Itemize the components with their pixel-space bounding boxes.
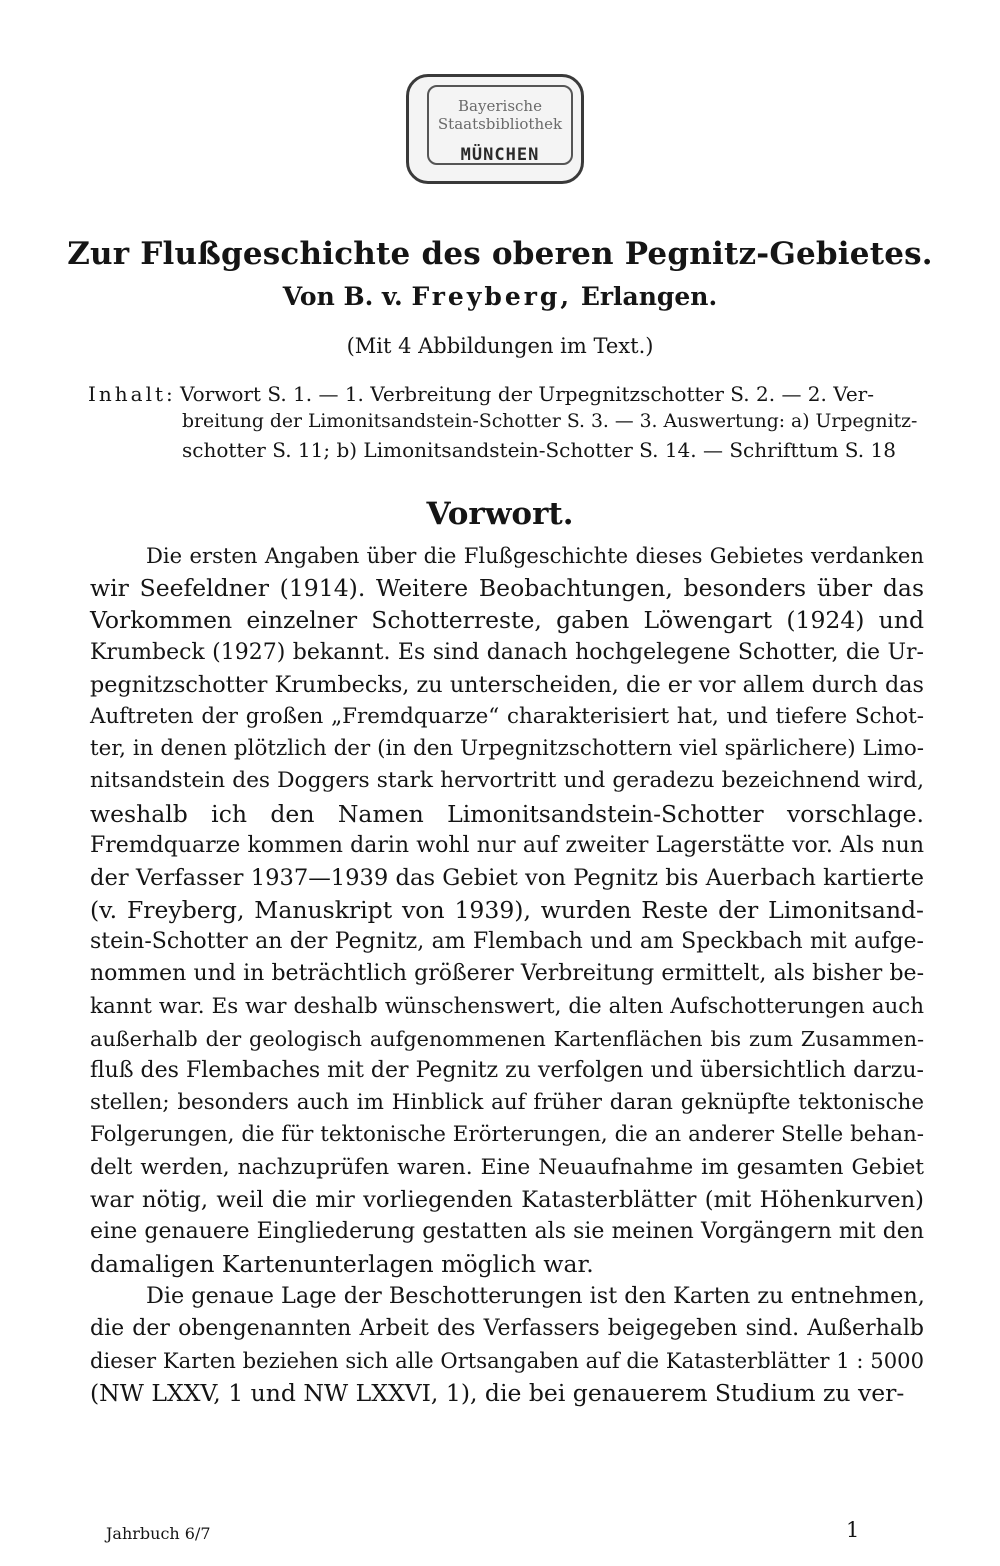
figure-note: (Mit 4 Abbildungen im Text.) <box>346 334 654 358</box>
text-line: fluß des Flembaches mit der Pegnitz zu verfolgen und übersichtlich darzu- <box>90 1058 924 1083</box>
text-line: dieser Karten beziehen sich alle Ortsangaben auf die Katasterblätter 1 : 5000 <box>90 1347 924 1373</box>
text-line: der Verfasser 1937—1939 das Gebiet von Pegnitz bis Auerbach kartierte <box>90 864 924 891</box>
text-line: Auftreten der großen „Fremdquarze“ charakterisiert hat, und tiefere Schot- <box>90 703 924 729</box>
author-place: Erlangen. <box>580 282 718 311</box>
text-line: Vorkommen einzelner Schotterreste, gaben Löwengart (1924) und <box>90 606 924 635</box>
library-stamp-inner <box>427 85 573 165</box>
text-line: weshalb ich den Namen Limonitsandstein-Schotter vorschlage. <box>90 799 924 828</box>
text-line: (v. Freyberg, Manuskript von 1939), wurden Reste der Limonitsand- <box>90 896 924 925</box>
stamp-line-2: Staatsbibliothek <box>437 115 563 133</box>
toc-label: Inhalt: <box>88 382 176 406</box>
author-name: Freyberg, <box>411 282 573 311</box>
text-line: nommen und in beträchtlich größerer Verbreitung ermittelt, als bisher be- <box>90 961 924 987</box>
text-line: (NW LXXV, 1 und NW LXXVI, 1), die bei genauerem Studium zu ver- <box>90 1378 905 1407</box>
toc-row-1 <box>88 380 920 408</box>
text-line: die der obengenannten Arbeit des Verfassers beigegeben sind. Außerhalb <box>90 1315 924 1341</box>
text-line: delt werden, nachzuprüfen waren. Eine Neuaufnahme im gesamten Gebiet <box>90 1154 924 1180</box>
text-line: Fremdquarze kommen darin wohl nur auf zweiter Lagerstätte vor. Als nun <box>90 832 924 858</box>
text-line: stein-Schotter an der Pegnitz, am Flembach und am Speckbach mit aufge- <box>90 929 924 955</box>
text-line: wir Seefeldner (1914). Weitere Beobachtungen, besonders über das <box>90 574 924 603</box>
text-line: damaligen Kartenunterlagen möglich war. <box>90 1250 594 1279</box>
text-line: Die ersten Angaben über die Flußgeschichte dieses Gebietes verdanken <box>146 543 924 568</box>
section-heading: Vorwort. <box>426 496 574 532</box>
text-line: nitsandstein des Doggers stark hervortritt und geradezu bezeichnend wird, <box>90 768 924 794</box>
text-line: kannt war. Es war deshalb wünschenswert, die alten Aufschotterungen auch <box>90 993 924 1019</box>
article-title: Zur Flußgeschichte des oberen Pegnitz-Gebietes. <box>67 236 933 272</box>
stamp-line-3: MÜNCHEN <box>460 145 540 165</box>
library-stamp <box>406 74 584 184</box>
paragraph-2 <box>90 1280 924 1409</box>
stamp-line-1: Bayerische <box>458 97 542 115</box>
text-line: außerhalb der geologisch aufgenommenen Kartenflächen bis zum Zusammen- <box>90 1026 924 1051</box>
toc-line: breitung der Limonitsandstein-Schotter S. 3. — 3. Auswertung: a) Urpegnitz- <box>182 411 918 432</box>
byline-prefix: Von B. v. <box>282 282 403 311</box>
paragraph-1 <box>90 540 924 1280</box>
journal-signature: Jahrbuch 6/7 <box>106 1524 211 1543</box>
text-line: eine genauere Eingliederung gestatten als sie meinen Vorgängern mit den <box>90 1218 924 1244</box>
text-line: Krumbeck (1927) bekannt. Es sind danach hochgelegene Schotter, die Ur- <box>90 639 924 665</box>
text-line: Folgerungen, die für tektonische Erörterungen, die an anderer Stelle behan- <box>90 1122 924 1148</box>
text-line: war nötig, weil die mir vorliegenden Katasterblätter (mit Höhenkurven) <box>90 1186 924 1213</box>
toc-line: Vorwort S. 1. — 1. Verbreitung der Urpegnitzschotter S. 2. — 2. Ver- <box>180 382 875 406</box>
text-line: Die genaue Lage der Beschotterungen ist den Karten zu entnehmen, <box>146 1283 925 1310</box>
page-number: 1 <box>846 1518 860 1542</box>
toc-line: schotter S. 11; b) Limonitsandstein-Schotter S. 14. — Schrifttum S. 18 <box>182 438 896 462</box>
byline <box>0 282 1000 311</box>
body-text <box>90 540 924 1409</box>
table-of-contents <box>88 380 920 464</box>
text-line: pegnitzschotter Krumbecks, zu unterscheiden, die er vor allem durch das <box>90 671 924 698</box>
text-line: stellen; besonders auch im Hinblick auf früher daran geknüpfte tektonische <box>90 1090 924 1116</box>
text-line: ter, in denen plötzlich der (in den Urpegnitzschottern viel spärlichere) Limo- <box>90 736 924 762</box>
